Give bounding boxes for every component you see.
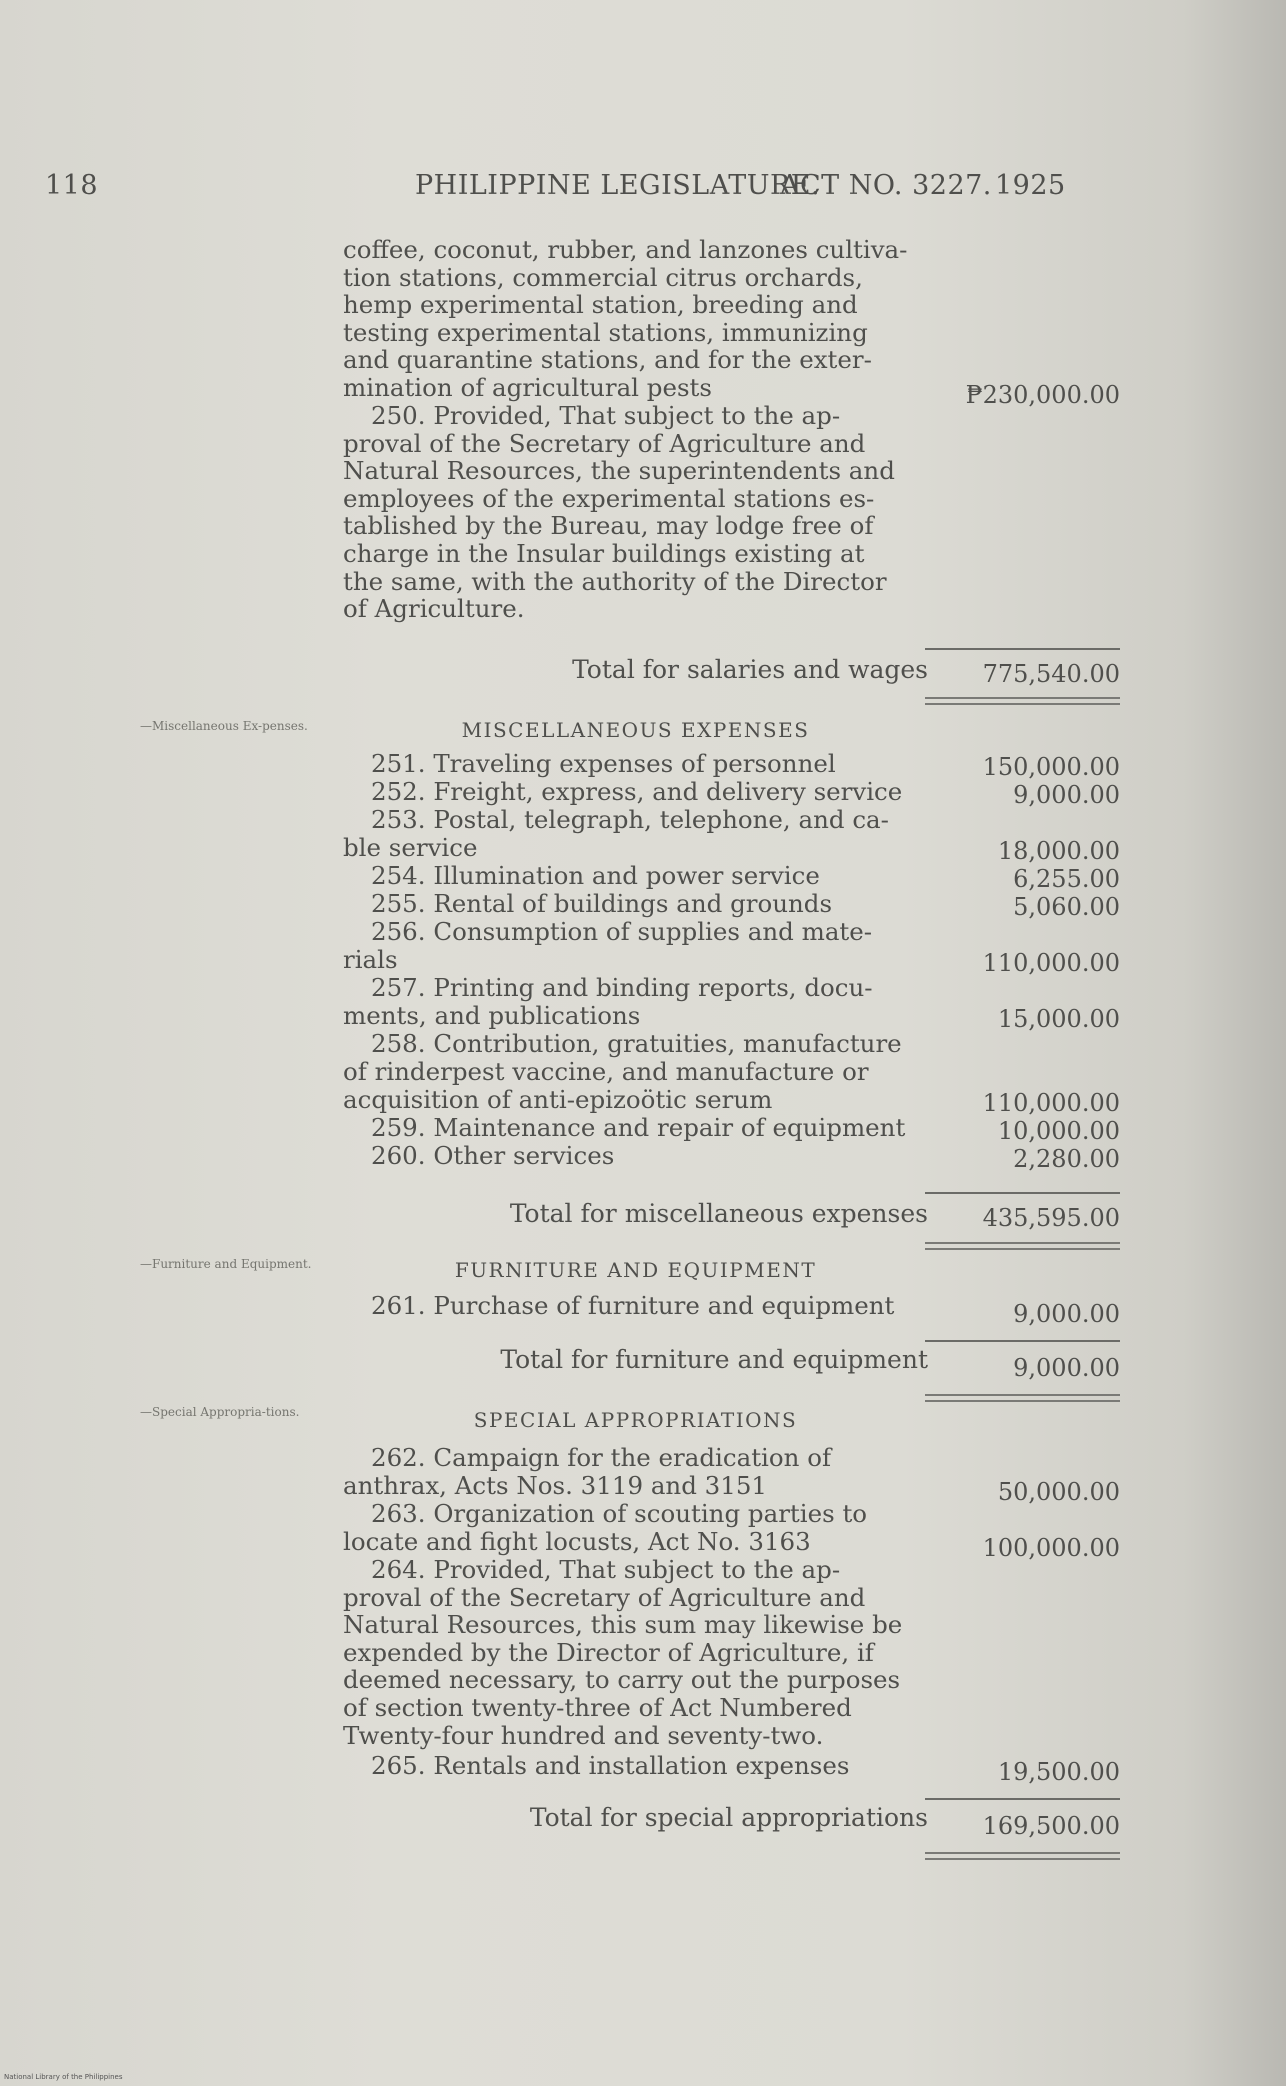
item-264-line: proval of the Secretary of Agriculture and (343, 1582, 866, 1612)
misc-total-amount: 435,595.00 (982, 1204, 1120, 1232)
misc-item-text: 258. Contribution, gratuities, manufacture (371, 1030, 902, 1058)
footer-credit: National Library of the Philippines (4, 2073, 123, 2081)
misc-item-text: acquisition of anti-epizoötic serum (343, 1086, 773, 1114)
misc-total-label: Total for miscellaneous expenses (509, 1199, 928, 1228)
misc-item-text: 252. Freight, express, and delivery service (371, 778, 903, 806)
misc-item-text: ble service (343, 834, 478, 862)
misc-item-amount: 110,000.00 (982, 949, 1120, 977)
misc-item-amount: 18,000.00 (997, 837, 1120, 865)
furniture-item-amount: 9,000.00 (1013, 1300, 1120, 1328)
special-total-label: Total for special appropriations (529, 1803, 928, 1832)
furniture-double-rule (925, 1394, 1120, 1396)
misc-item-text: ments, and publications (343, 1002, 641, 1030)
misc-double-rule (925, 1248, 1120, 1250)
intro-line: tion stations, commercial citrus orchards, (343, 262, 863, 292)
item-250-line: charge in the Insular buildings existing at (343, 538, 865, 568)
item-264-paragraph (343, 1556, 928, 1749)
intro-line: hemp experimental station, breeding and (343, 290, 858, 320)
misc-item-text: of rinderpest vaccine, and manufacture or (343, 1058, 869, 1086)
special-total-amount: 169,500.00 (982, 1812, 1120, 1840)
intro-line: and quarantine stations, and for the exter- (343, 345, 872, 375)
misc-item-text: 257. Printing and binding reports, docu- (371, 974, 873, 1002)
misc-item-amount: 15,000.00 (997, 1005, 1120, 1033)
act-number: ACT NO. 3227. (780, 170, 992, 201)
misc-item-amount: 150,000.00 (982, 753, 1120, 781)
intro-paragraph (343, 236, 928, 402)
furniture-heading: FURNITURE AND EQUIPMENT (454, 1258, 817, 1282)
salaries-double-rule (925, 697, 1120, 699)
misc-item-text: 260. Other services (371, 1142, 615, 1170)
item-250-line: proval of the Secretary of Agriculture and (343, 428, 866, 458)
salaries-double-rule (925, 703, 1120, 705)
misc-double-rule (925, 1242, 1120, 1244)
margin-note-special: —Special Appropria-tions. (140, 1405, 300, 1419)
furniture-rule (925, 1340, 1120, 1342)
misc-item-text: 254. Illumination and power service (371, 862, 820, 890)
item-264-line: deemed necessary, to carry out the purposes (343, 1665, 901, 1695)
special-rule (925, 1798, 1120, 1800)
misc-item-text: 256. Consumption of supplies and mate- (371, 918, 873, 946)
item-250-line: Natural Resources, the superintendents and (343, 456, 895, 486)
misc-heading: MISCELLANEOUS EXPENSES (461, 718, 810, 742)
misc-item-text: 259. Maintenance and repair of equipment (371, 1114, 906, 1142)
item-264-line: Natural Resources, this sum may likewise be (343, 1610, 903, 1640)
header-year: 1925 (995, 170, 1066, 201)
page-number: 118 (45, 170, 99, 201)
furniture-double-rule (925, 1400, 1120, 1402)
intro-amount: ₱230,000.00 (965, 381, 1120, 409)
misc-item-amount: 5,060.00 (1013, 893, 1120, 921)
furniture-item-text: 261. Purchase of furniture and equipment (371, 1292, 895, 1320)
item-264-line: of section twenty-three of Act Numbered (343, 1692, 852, 1722)
furniture-total-amount: 9,000.00 (1013, 1354, 1120, 1382)
special-item-text: 263. Organization of scouting parties to (371, 1500, 868, 1528)
special-item-amount: 100,000.00 (982, 1534, 1120, 1562)
special-item-text: anthrax, Acts Nos. 3119 and 3151 (343, 1472, 768, 1500)
item-264-line: 264. Provided, That subject to the ap- (371, 1555, 841, 1584)
special-double-rule (925, 1852, 1120, 1854)
misc-item-amount: 110,000.00 (982, 1089, 1120, 1117)
furniture-total-label: Total for furniture and equipment (500, 1345, 928, 1374)
item-264-line: Twenty-four hundred and seventy-two. (343, 1720, 824, 1750)
special-item-265-text: 265. Rentals and installation expenses (371, 1752, 850, 1780)
special-item-amount: 50,000.00 (997, 1478, 1120, 1506)
intro-line: testing experimental stations, immunizing (343, 317, 868, 347)
item-250-line: tablished by the Bureau, may lodge free of (343, 511, 874, 541)
margin-note-furniture: —Furniture and Equipment. (140, 1257, 312, 1271)
margin-note-misc: —Miscellaneous Ex-penses. (140, 719, 308, 733)
misc-item-text: 251. Traveling expenses of personnel (371, 750, 836, 778)
salaries-rule (925, 648, 1120, 650)
item-264-line: expended by the Director of Agriculture, if (343, 1637, 874, 1667)
misc-item-text: 255. Rental of buildings and grounds (371, 890, 833, 918)
item-250-line: of Agriculture. (343, 594, 525, 624)
special-heading: SPECIAL APPROPRIATIONS (473, 1408, 798, 1432)
misc-item-amount: 2,280.00 (1013, 1145, 1120, 1173)
misc-item-text: 253. Postal, telegraph, telephone, and ca- (371, 806, 889, 834)
running-title: PHILIPPINE LEGISLATURE. (415, 170, 821, 201)
misc-item-text: rials (343, 946, 398, 974)
salaries-total-amount: 775,540.00 (982, 660, 1120, 688)
special-item-text: 262. Campaign for the eradication of (371, 1444, 832, 1472)
misc-item-amount: 6,255.00 (1013, 865, 1120, 893)
intro-line: mination of agricultural pests (343, 372, 712, 402)
special-double-rule (925, 1858, 1120, 1860)
item-250-line: 250. Provided, That subject to the ap- (371, 401, 841, 430)
salaries-total-label: Total for salaries and wages (572, 655, 928, 684)
special-item-text: locate and fight locusts, Act No. 3163 (343, 1528, 811, 1556)
misc-item-amount: 9,000.00 (1013, 781, 1120, 809)
item-250-paragraph (343, 402, 928, 623)
misc-rule (925, 1192, 1120, 1194)
special-item-265-amount: 19,500.00 (997, 1758, 1120, 1786)
misc-item-amount: 10,000.00 (997, 1117, 1120, 1145)
item-250-line: employees of the experimental stations es- (343, 483, 875, 513)
item-250-line: the same, with the authority of the Director (343, 566, 887, 596)
intro-line: coffee, coconut, rubber, and lanzones cultiva- (343, 235, 908, 264)
